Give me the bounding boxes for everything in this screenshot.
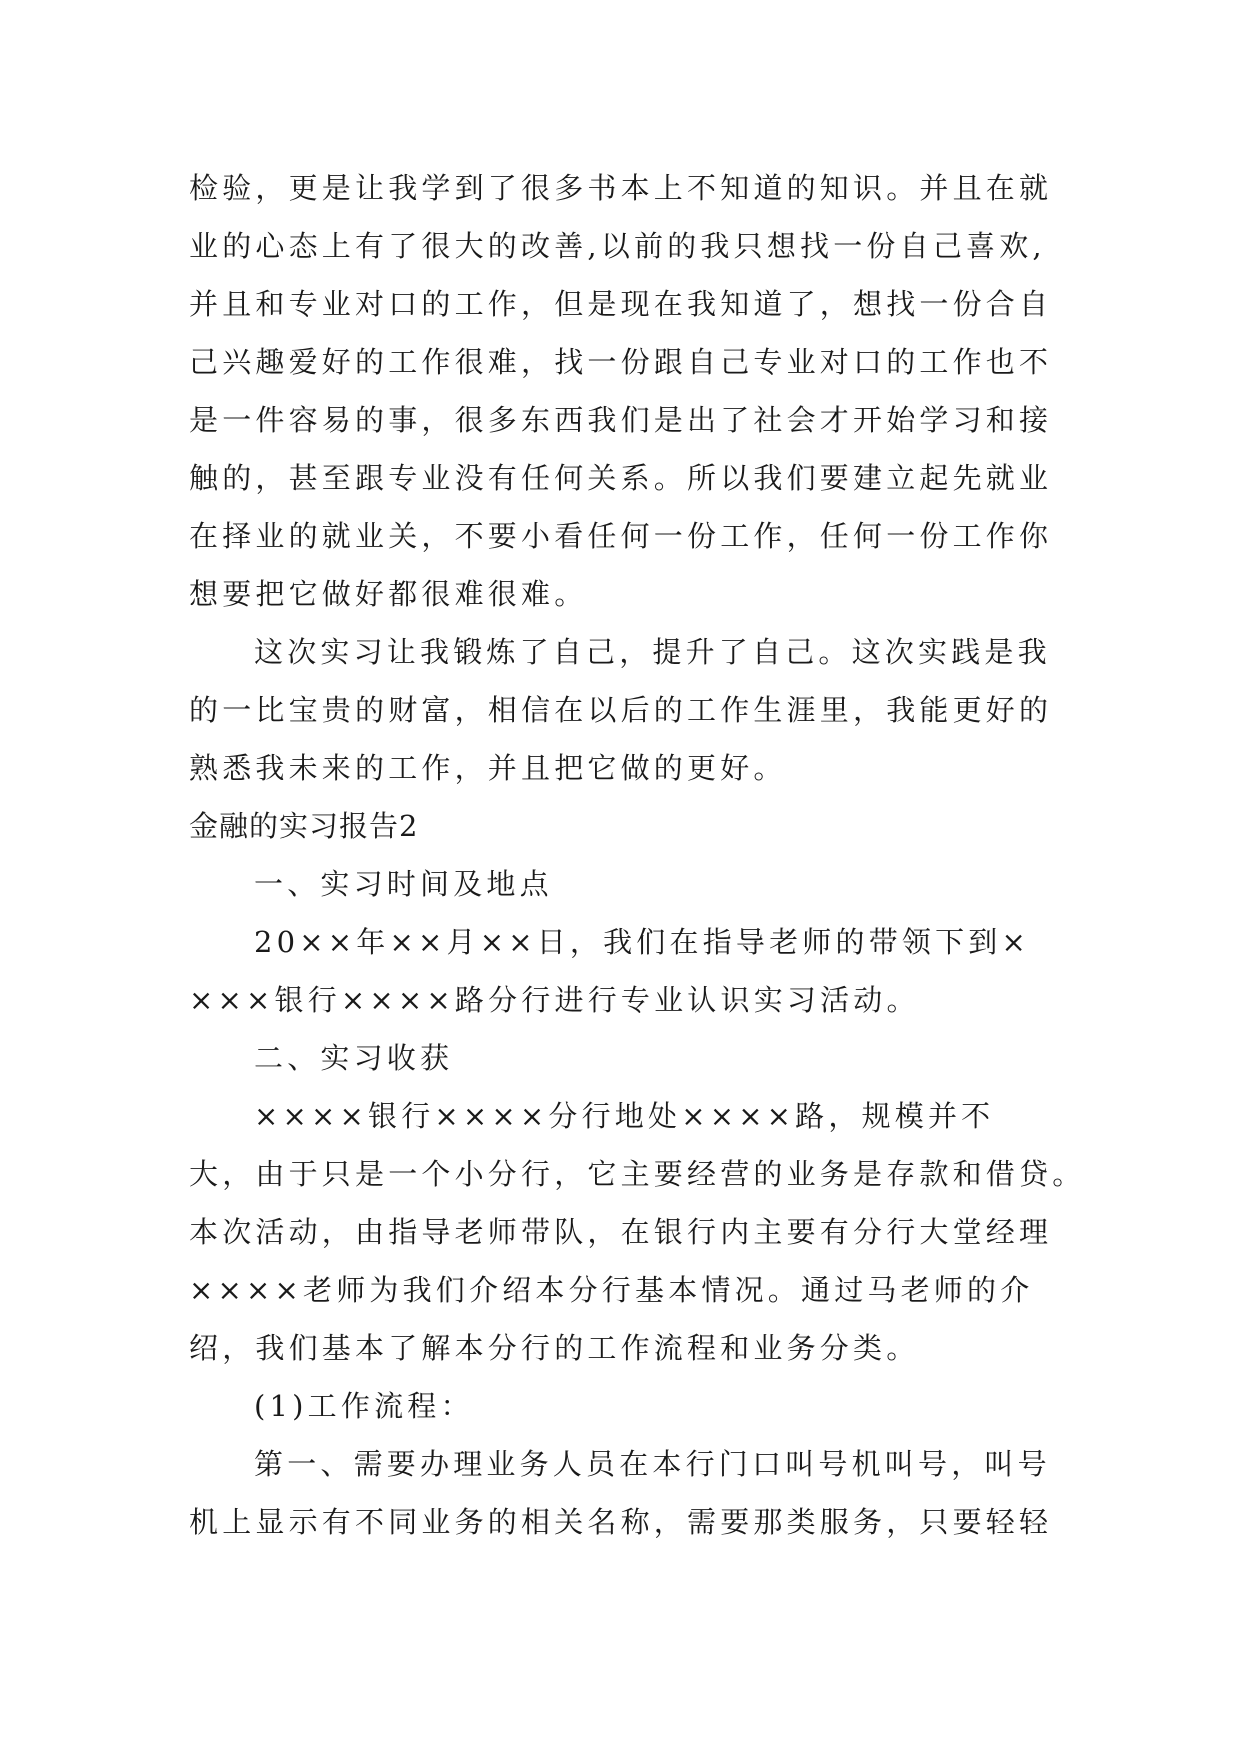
section-heading: 一、实习时间及地点 bbox=[254, 867, 553, 901]
paragraph-line: 本次活动，由指导老师带队，在银行内主要有分行大堂经理 bbox=[189, 1215, 1053, 1249]
paragraph-line: 己兴趣爱好的工作很难，找一份跟自己专业对口的工作也不 bbox=[189, 345, 1053, 379]
paragraph-line: 是一件容易的事，很多东西我们是出了社会才开始学习和接 bbox=[189, 403, 1053, 437]
paragraph-line: 绍，我们基本了解本分行的工作流程和业务分类。 bbox=[189, 1331, 920, 1365]
paragraph-line: 想要把它做好都很难很难。 bbox=[189, 577, 588, 611]
paragraph-line: ××××银行××××分行地处××××路，规模并不 bbox=[254, 1099, 995, 1133]
subsection-heading: (1)工作流程： bbox=[254, 1389, 474, 1423]
report-title: 金融的实习报告2 bbox=[189, 809, 419, 843]
paragraph-line: 检验，更是让我学到了很多书本上不知道的知识。并且在就 bbox=[189, 171, 1053, 205]
document-body bbox=[189, 159, 1089, 1551]
section-heading: 二、实习收获 bbox=[254, 1041, 454, 1075]
paragraph-line: ×××银行××××路分行进行专业认识实习活动。 bbox=[189, 983, 920, 1017]
paragraph-line: 在择业的就业关，不要小看任何一份工作，任何一份工作你 bbox=[189, 519, 1053, 553]
paragraph-line: 这次实习让我锻炼了自己，提升了自己。这次实践是我 bbox=[254, 635, 1051, 669]
paragraph-line: 业的心态上有了很大的改善,以前的我只想找一份自己喜欢, bbox=[189, 229, 1046, 263]
paragraph-line: 熟悉我未来的工作，并且把它做的更好。 bbox=[189, 751, 787, 785]
paragraph-line: 的一比宝贵的财富，相信在以后的工作生涯里，我能更好的 bbox=[189, 693, 1053, 727]
paragraph-line: 20××年××月××日，我们在指导老师的带领下到× bbox=[254, 925, 1030, 959]
paragraph-line: ××××老师为我们介绍本分行基本情况。通过马老师的介 bbox=[189, 1273, 1034, 1307]
paragraph-line: 机上显示有不同业务的相关名称，需要那类服务，只要轻轻 bbox=[189, 1505, 1053, 1539]
paragraph-line: 第一、需要办理业务人员在本行门口叫号机叫号，叫号 bbox=[254, 1447, 1051, 1481]
paragraph-line: 触的，甚至跟专业没有任何关系。所以我们要建立起先就业 bbox=[189, 461, 1053, 495]
paragraph-line: 并且和专业对口的工作，但是现在我知道了，想找一份合自 bbox=[189, 287, 1053, 321]
paragraph-line: 大，由于只是一个小分行，它主要经营的业务是存款和借贷。 bbox=[189, 1157, 1086, 1191]
